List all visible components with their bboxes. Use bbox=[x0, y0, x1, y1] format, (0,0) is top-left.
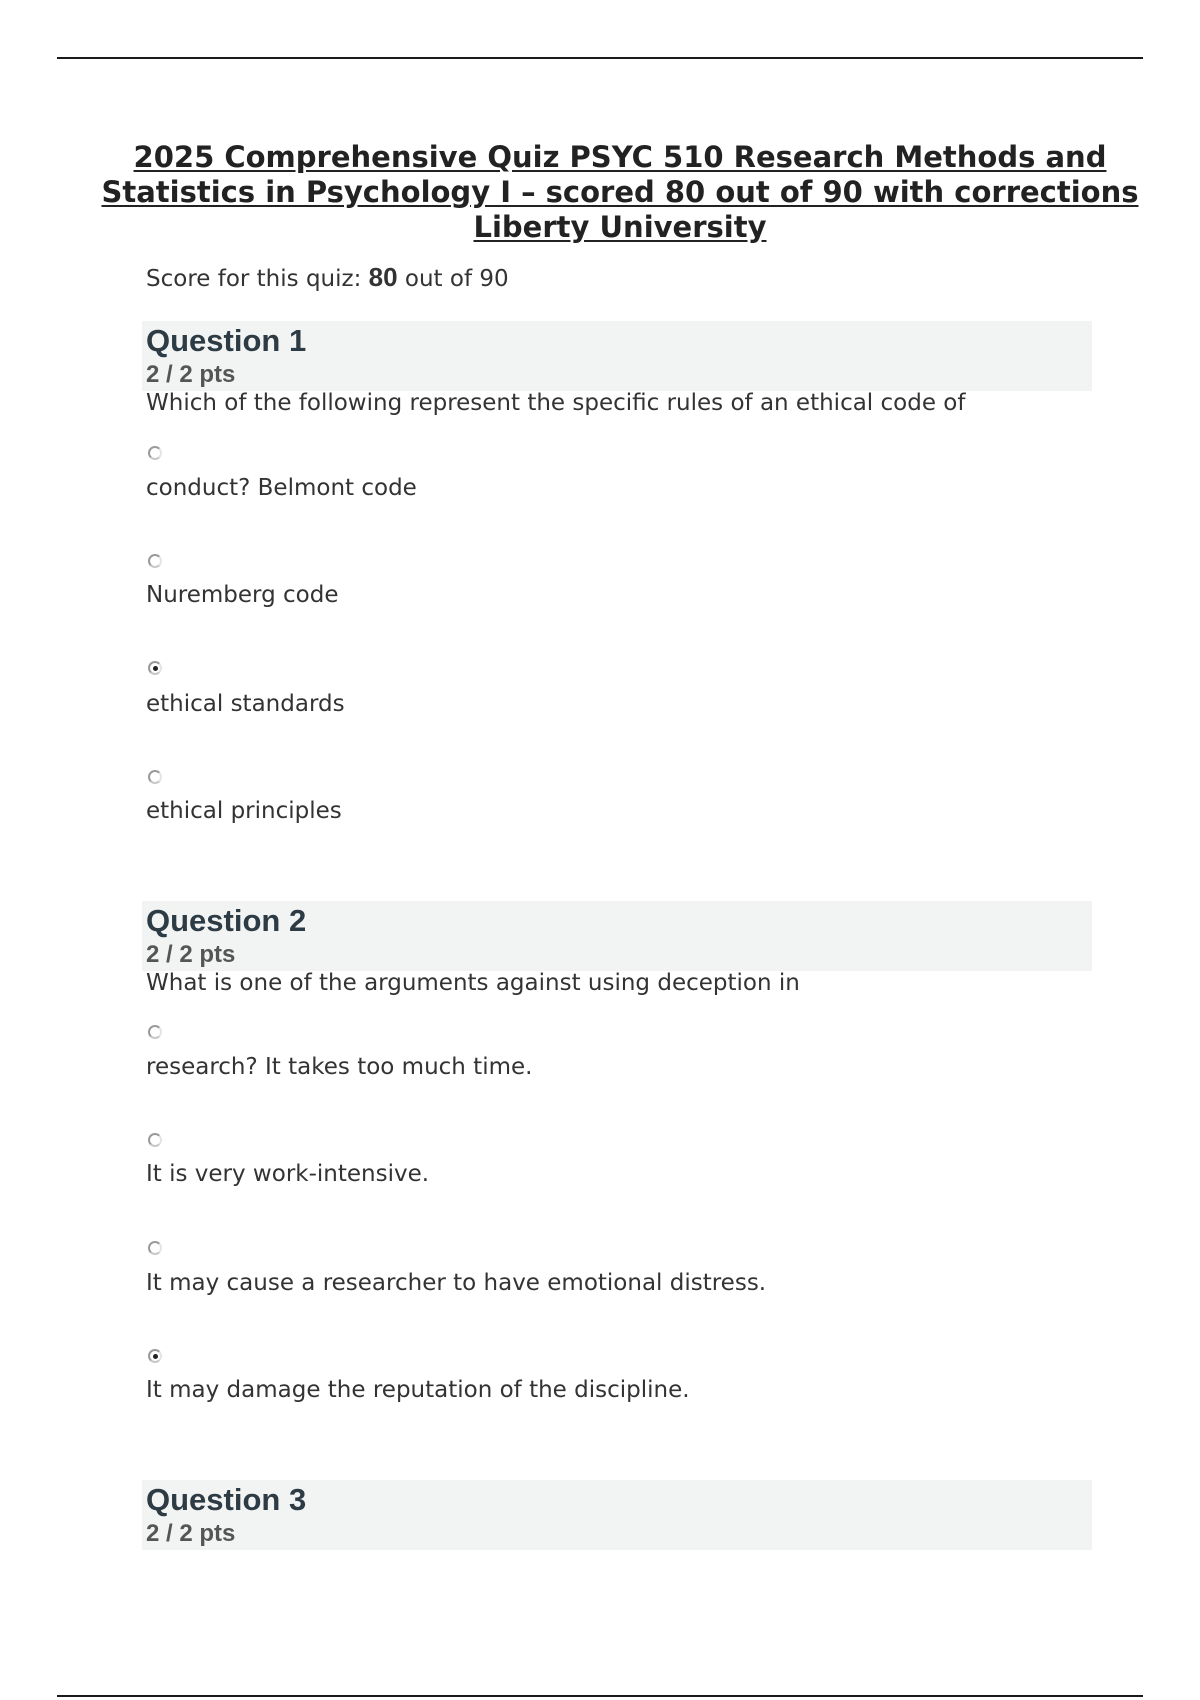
bottom-rule bbox=[57, 1695, 1143, 1697]
question-2-answer-4-radio[interactable] bbox=[148, 1349, 162, 1363]
score-value: 80 bbox=[368, 262, 398, 292]
question-1-answer-1-radio[interactable] bbox=[148, 446, 162, 460]
question-1-answer-3: ethical standards bbox=[146, 691, 345, 717]
document-title: 2025 Comprehensive Quiz PSYC 510 Research Methods and Statistics in Psychology I – scored 80 out of 90 with corrections Liberty University bbox=[101, 140, 1139, 244]
question-2-header bbox=[142, 901, 1092, 971]
question-3-points: 2 / 2 pts bbox=[146, 1520, 236, 1547]
question-2-stem: What is one of the arguments against using deception in bbox=[146, 970, 800, 996]
question-3-title: Question 3 bbox=[146, 1482, 307, 1517]
question-1-answer-1: conduct? Belmont code bbox=[146, 475, 417, 501]
question-1-answer-2-radio[interactable] bbox=[148, 554, 162, 568]
question-1-points: 2 / 2 pts bbox=[146, 361, 236, 388]
question-2-title: Question 2 bbox=[146, 903, 307, 938]
question-2-answer-3-radio[interactable] bbox=[148, 1241, 162, 1255]
question-1-stem: Which of the following represent the specific rules of an ethical code of bbox=[146, 390, 966, 416]
question-3-header bbox=[142, 1480, 1092, 1550]
question-1-answer-4: ethical principles bbox=[146, 798, 342, 824]
question-2-answer-2: It is very work-intensive. bbox=[146, 1161, 430, 1187]
question-2-answer-3: It may cause a researcher to have emotional distress. bbox=[146, 1270, 767, 1296]
quiz-score bbox=[146, 262, 509, 293]
question-1-title: Question 1 bbox=[146, 323, 307, 358]
question-2-answer-1: research? It takes too much time. bbox=[146, 1054, 533, 1080]
score-suffix: out of 90 bbox=[397, 266, 509, 292]
question-1-header bbox=[142, 321, 1092, 391]
question-2-answer-1-radio[interactable] bbox=[148, 1025, 162, 1039]
question-1-answer-3-radio[interactable] bbox=[148, 661, 162, 675]
question-1-answer-2: Nuremberg code bbox=[146, 582, 339, 608]
question-2-points: 2 / 2 pts bbox=[146, 941, 236, 968]
top-rule bbox=[57, 57, 1143, 59]
question-2-answer-4: It may damage the reputation of the discipline. bbox=[146, 1377, 690, 1403]
question-2-answer-2-radio[interactable] bbox=[148, 1133, 162, 1147]
score-prefix: Score for this quiz: bbox=[146, 266, 369, 292]
question-1-answer-4-radio[interactable] bbox=[148, 770, 162, 784]
